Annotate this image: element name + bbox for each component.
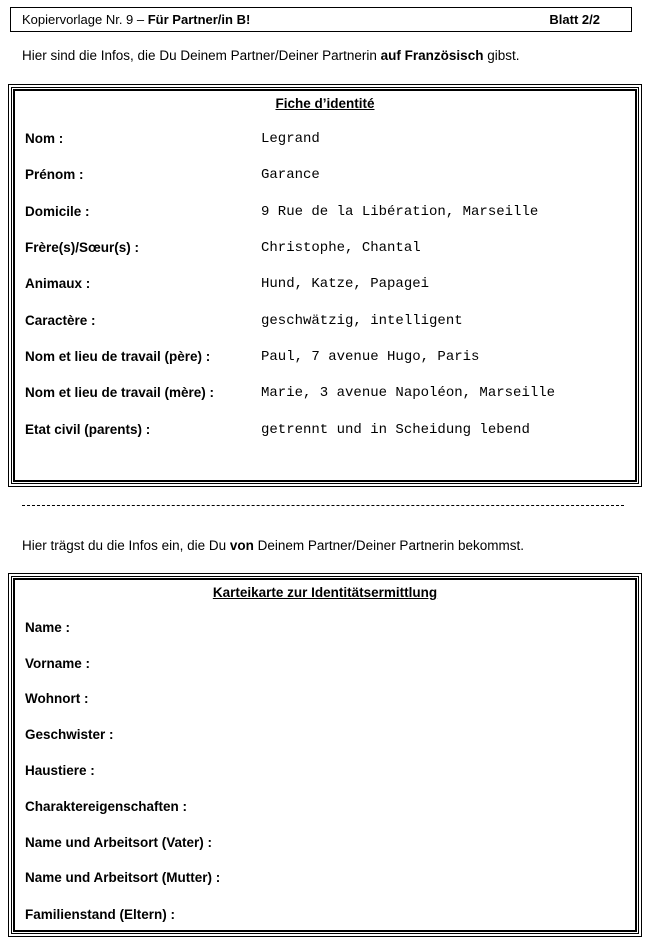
fiche-row: Etat civil (parents) : — [25, 422, 151, 437]
fiche-title: Fiche d’identité — [275, 96, 375, 111]
karte-row: Name und Arbeitsort (Vater) : — [25, 835, 213, 850]
karte-row: Charaktereigenschaften : — [25, 799, 188, 814]
karte-row: Name und Arbeitsort (Mutter) : — [25, 870, 221, 885]
fiche-row: Caractère : — [25, 313, 96, 328]
fiche-row: Animaux : — [25, 276, 91, 291]
fiche-row: Nom et lieu de travail (père) : — [25, 349, 211, 364]
fiche-value: getrennt und in Scheidung lebend — [261, 422, 530, 438]
karte-row: Vorname : — [25, 656, 91, 671]
fiche-row: Nom : — [25, 131, 64, 146]
fiche-value: geschwätzig, intelligent — [261, 313, 463, 329]
karte-row: Haustiere : — [25, 763, 95, 778]
cut-line-divider — [22, 505, 624, 506]
karte-row: Geschwister : — [25, 727, 114, 742]
page-indicator: Blatt 2/2 — [549, 12, 600, 27]
header-left: Kopiervorlage Nr. 9 – Für Partner/in B! — [22, 12, 251, 27]
worksheet-header — [10, 7, 632, 32]
fiche-value: Garance — [261, 167, 320, 183]
fiche-value: Marie, 3 avenue Napoléon, Marseille — [261, 385, 556, 401]
fiche-value: Paul, 7 avenue Hugo, Paris — [261, 349, 480, 365]
intro-text-receive: Hier trägst du die Infos ein, die Du von Deinem Partner/Deiner Partnerin bekommst. — [22, 538, 524, 553]
karte-title: Karteikarte zur Identitätsermittlung — [212, 585, 438, 600]
karte-row: Wohnort : — [25, 691, 89, 706]
karte-row: Familienstand (Eltern) : — [25, 907, 176, 922]
fiche-row: Nom et lieu de travail (mère) : — [25, 385, 215, 400]
intro-text-give: Hier sind die Infos, die Du Deinem Partner/Deiner Partnerin auf Französisch gibst. — [22, 48, 520, 63]
fiche-value: Legrand — [261, 131, 320, 147]
karte-row: Name : — [25, 620, 71, 635]
fiche-value: Hund, Katze, Papagei — [261, 276, 430, 292]
fiche-row: Prénom : — [25, 167, 84, 182]
fiche-value: Christophe, Chantal — [261, 240, 421, 256]
fiche-row: Frère(s)/Sœur(s) : — [25, 240, 140, 255]
karteikarte-card — [8, 573, 642, 937]
fiche-value: 9 Rue de la Libération, Marseille — [261, 204, 539, 220]
fiche-identite-card — [8, 84, 642, 487]
fiche-row: Domicile : — [25, 204, 90, 219]
